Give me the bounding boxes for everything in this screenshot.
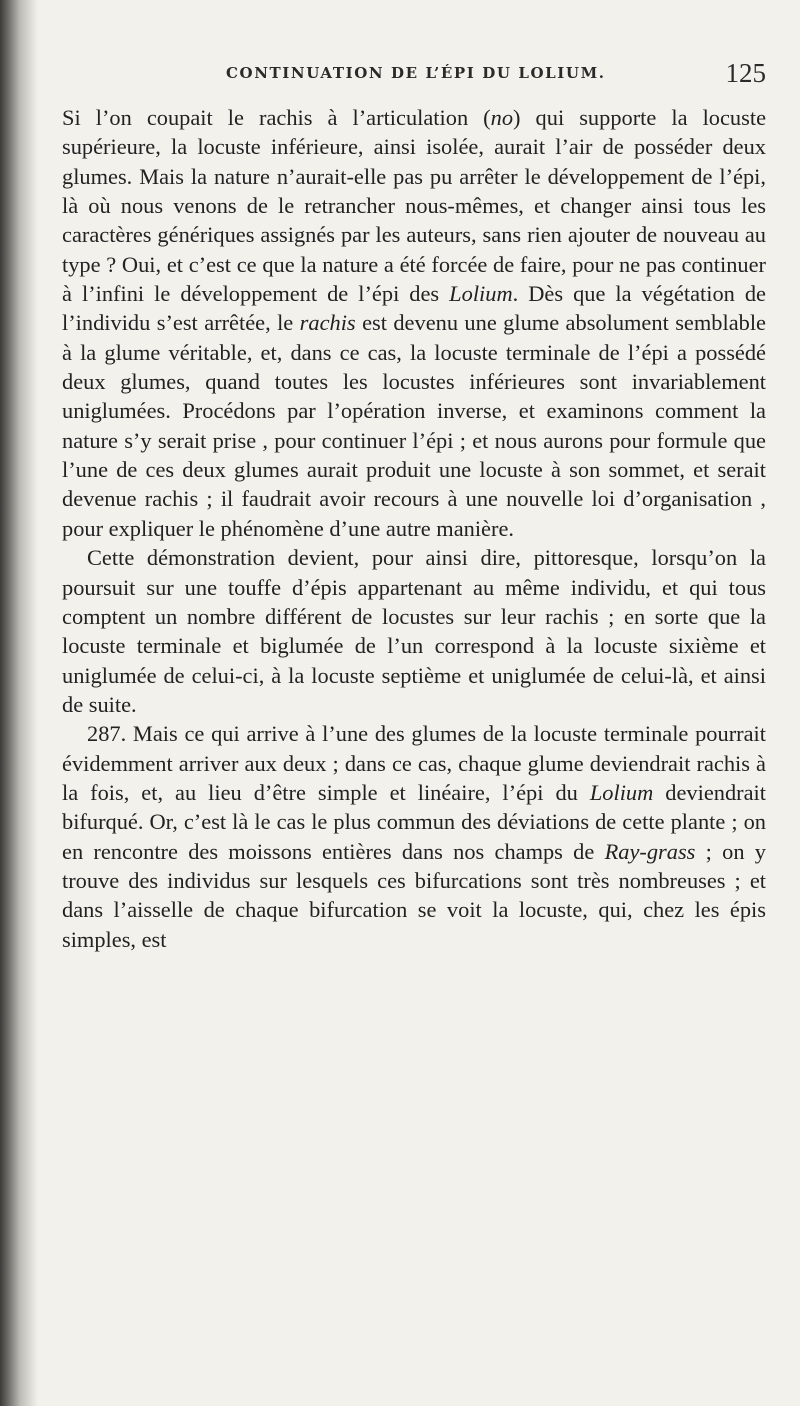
text-span: Cette démonstration devient, pour ainsi dire, pittoresque, lorsqu’on la poursuit sur une touffe d’épis appartenant au même individu, et qui tous comptent un nombre différent de locustes sur leur rachis ; en sorte que la locuste terminale et biglumée de l’un correspond à la locuste sixième et uniglumée de celui-ci, à la locuste septième et uniglumée de celui-là, et ainsi de suite. xyxy=(62,545,766,717)
text-span-italic: rachis xyxy=(299,310,356,336)
page-number: 125 xyxy=(725,58,766,88)
text-span-italic: no xyxy=(490,105,514,130)
text-span: ; on y trouve des individus sur lesquels ces bifurcations sont très nombreuses ; et dans l’aisselle de chaque bifurcation se voit la locuste, qui, chez les épis simples, est xyxy=(62,838,766,952)
paragraph-1 xyxy=(62,103,766,543)
text-span: 287. Mais ce qui arrive à l’une des glumes de la locuste terminale pourrait évidemment arriver aux deux ; dans ce cas, chaque glume deviendrait rachis à la fois, et, au lieu d’être simple et linéaire, l’épi du xyxy=(62,721,766,805)
text-span-italic: Lolium xyxy=(589,779,654,805)
text-span: . Dès que la végétation de l’individu s’est arrêtée, le xyxy=(62,281,766,336)
text-span: Si l’on coupait le rachis à l’articulation ( xyxy=(62,105,491,130)
body-text xyxy=(62,103,766,1383)
paragraph-2 xyxy=(62,543,766,719)
binding-shadow xyxy=(0,0,38,1406)
page-header xyxy=(226,58,766,98)
text-span: deviendrait bifurqué. Or, c’est là le cas le plus commun des déviations de cette plante ; on en rencontre des moissons entières dans nos champs de xyxy=(62,779,766,864)
paragraph-3 xyxy=(62,719,766,954)
text-span-italic: Lolium xyxy=(449,281,513,307)
text-span: ) qui supporte la locuste supérieure, la locuste inférieure, ainsi isolée, aurait l’air de posséder deux glumes. Mais la nature n’aurait-elle pas pu arrêter le développement de l’épi, là où nous venons de le retrancher nous-mêmes, et changer ainsi tous les caractères génériques assignés par les auteurs, sans rien ajouter de nouveau au type ? Oui, et c’est ce que la nature a été forcée de faire, pour ne pas continuer à l’infini le développement de l’épi des xyxy=(62,105,767,307)
running-head: CONTINUATION DE L’ÉPI DU LOLIUM. xyxy=(226,64,606,82)
text-span: est devenu une glume absolument semblable à la glume véritable, et, dans ce cas, la locuste terminale de l’épi a possédé deux glumes, quand toutes les locustes inférieures sont invariablement uniglumées. Procédons par l’opération inverse, et examinons comment la nature s’y serait prise , pour continuer l’épi ; et nous aurons pour formule que l’une de ces deux glumes aurait produit une locuste à son sommet, et serait devenue rachis ; il faudrait avoir recours à une nouvelle loi d’organisation , pour expliquer le phénomène d’une autre manière. xyxy=(62,310,766,541)
text-span-italic: Ray-grass xyxy=(604,838,696,864)
